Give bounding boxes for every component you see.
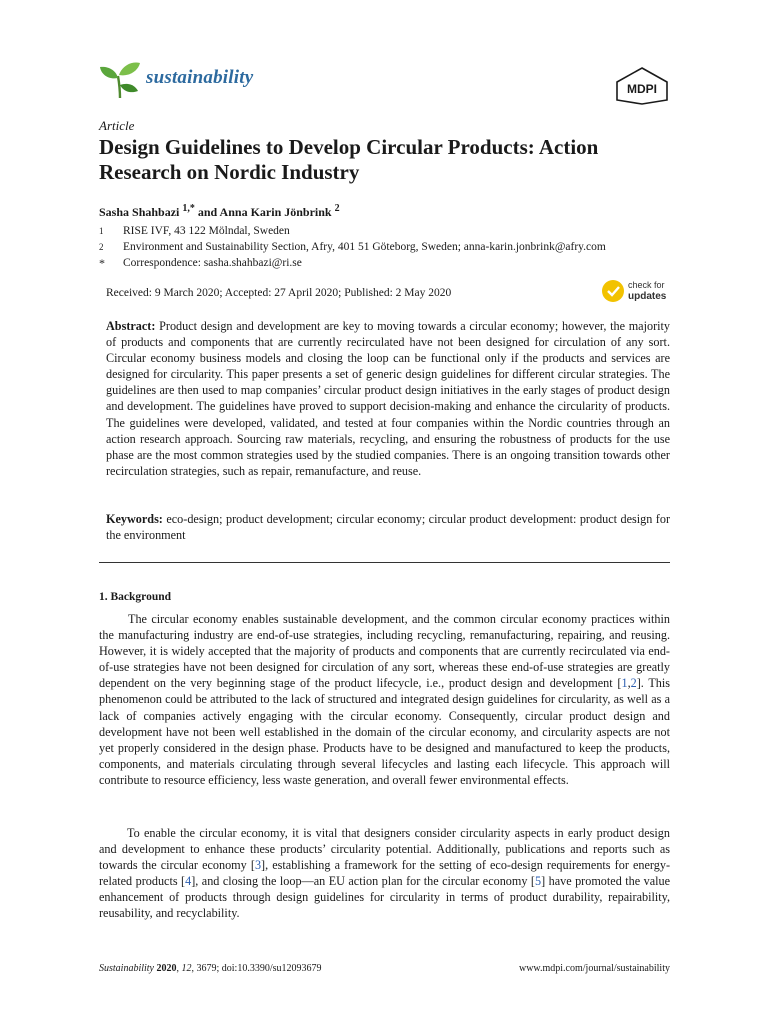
keywords-label: Keywords: [106,512,163,526]
body-paragraph-2 [99,825,670,922]
check-updates-icon [602,280,624,302]
check-updates-line1: check for [628,280,665,290]
abstract-label: Abstract: [106,319,156,333]
correspondence-text: Correspondence: sasha.shahbazi@ri.se [123,257,302,269]
mdpi-logo [614,66,670,106]
article-type: Article [99,118,135,133]
paragraph-text: The circular economy enables sustainable development, and the common circular economy practices within the manufacturing industry are end-of-use strategies, including recycling, remanufacturing, repairing, and reusing. However, it is widely accepted that the majority of products and components that are currently recirculated via end-of-use strategies have not been designed for circulation of any sort, whereas these end-of-use strategies are greatly dependent on the very beginning stage of the product lifecycle, i.e., product design and development [1,2]. This phenomenon could be attributed to the lack of structured and integrated design guidelines for circularity, as well as a lack of companies actively engaging with the circular economy. Consequently, circular product design and development have not been well established in the domain of the circular economy, and circularity aspects are not yet properly considered in the design phase. Products have to be designed and manufactured to keep the products, components, and materials circulating through several lifecycles and lasting each lifecycle. This approach will contribute to resource efficiency, less waste generation, and overall fewer environmental effects. [99,612,670,787]
affiliation-marker: 2 [99,242,104,252]
footer-citation: Sustainability 2020, 12, 3679; doi:10.3390/su12093679 [99,963,322,974]
sprout-icon [98,58,142,102]
section-divider [99,562,670,563]
author-list: Sasha Shahbazi $^{1,*}$ and Anna Karin Jönbrink $^2$ [99,203,340,219]
abstract-text: Product design and development are key to moving towards a circular economy; however, the majority of products and components that are currently recirculated have not been designed for circulation of any sort. Circular economy business models and closing the loop can be functional only if the products and services are designed for circularity. This paper presents a set of generic design guidelines for different circular strategies. The guidelines are then used to map companies’ circular product design initiatives in the early stages of product design and development. The guidelines have proved to support decision-making and enhance the circularity of products. The guidelines were developed, validated, and tested at four companies within the Nordic countries through an action research approach. Sourcing raw materials, recycling, and ensuring the robustness of products for the use phase are the most common strategies used by the studied companies. There is an ongoing transition towards other recirculation strategies, such as repair, remanufacture, and reuse. [106,319,671,478]
affiliation-marker: * [99,256,105,270]
correspondence [99,256,302,271]
journal-name: sustainability [146,67,254,88]
check-updates-line2: updates [628,291,667,302]
affiliation-text: Environment and Sustainability Section, Afry, 401 51 Göteborg, Sweden; anna-karin.jonbrink@afry.com [123,241,606,253]
section-heading: 1. Background [99,591,172,603]
paragraph-text: To enable the circular economy, it is vital that designers consider circularity aspects in early product design and development to enhance these products’ circularity potential. Additionally, publications and reports such as towards the circular economy [3], establishing a framework for the setting of eco-design requirements for energy-related products [4], and closing the loop—an EU action plan for the circular economy [5] have promoted the value enhancement of products through design guidelines for circularity in terms of product durability, repairability, reusability, and recyclability. [99,826,671,921]
keywords-text: eco-design; product development; circular economy; circular product development: product design for the environment [106,512,671,543]
abstract [106,318,670,479]
footer-url[interactable]: www.mdpi.com/journal/sustainability [518,963,670,974]
mdpi-logo-text: MDPI [627,82,657,96]
keywords [106,511,670,543]
article-title: Design Guidelines to Develop Circular Products: Action Research on Nordic Industry [99,135,599,184]
publication-dates: Received: 9 March 2020; Accepted: 27 April 2020; Published: 2 May 2020 [106,287,452,299]
affiliation-text: RISE IVF, 43 122 Mölndal, Sweden [123,225,290,237]
body-paragraph-1 [99,611,670,788]
affiliation-marker: 1 [99,226,104,236]
affiliation-1 [99,224,290,239]
check-for-updates-badge[interactable] [600,277,672,305]
affiliation-2 [99,240,606,255]
